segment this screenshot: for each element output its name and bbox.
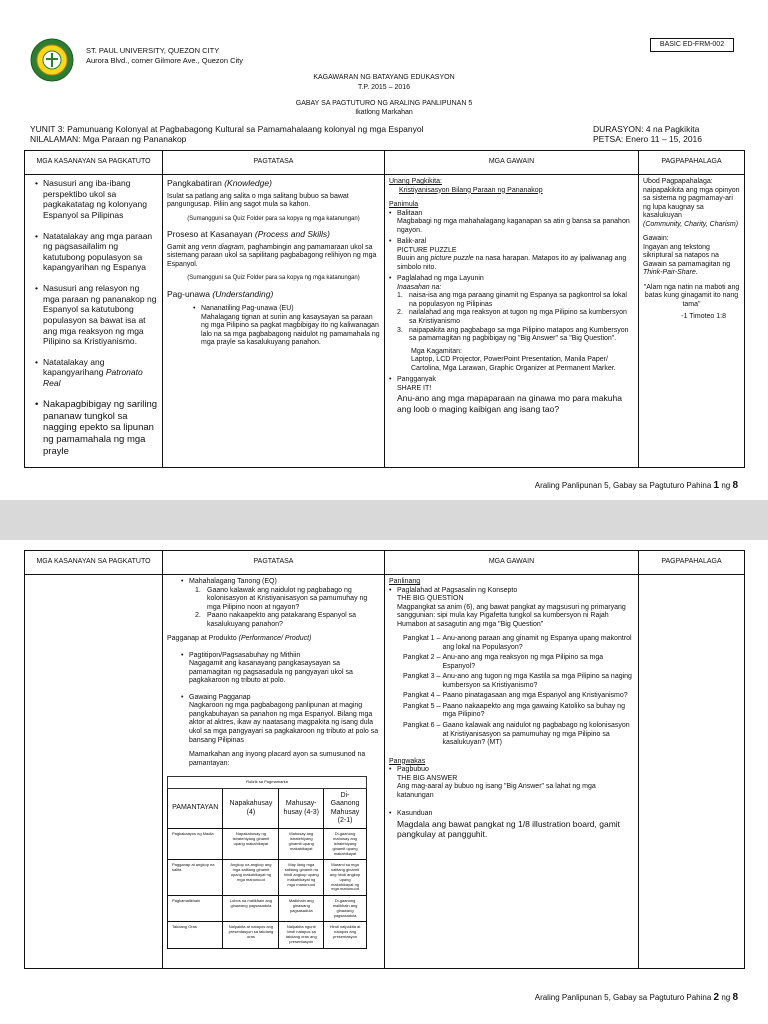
puzzle-text-italic: picture puzzle: [430, 255, 474, 263]
process-text: [167, 244, 380, 270]
footer-total-pages: 8: [732, 992, 738, 1003]
rubric-cell: Di-gaanong malikhain ang ginawang pagsasadula: [324, 896, 367, 922]
eq-title: • Mahahalagang Tanong (EQ): [189, 578, 277, 585]
knowledge-text: Isulat sa patlang ang salita o mga salitang bubuo sa bawat pangungusap. Piliin ang sagot mula sa kahon.: [167, 192, 349, 209]
understanding-label: Pag-unawa: [167, 288, 213, 299]
knowledge-label: Pangkabatiran: [167, 178, 225, 188]
process-text-b: , paghambingin ang pamamaraan ukol sa sistemang paraan ukol sa sapilitang pagbabagong relihiyon ng mga Espanyol.: [167, 243, 377, 268]
rubric-cell: Napakahusay ng istratehiyang ginamit upang makahikayat: [223, 829, 279, 860]
eu-title: • Nananatiling Pag-unawa (EU): [201, 305, 294, 313]
understanding-en: (Understanding): [212, 288, 274, 299]
objective-text: naisa-isa ang mga paraang ginamit ng Espanya sa pagkontrol sa lokal na populasyon ng Pilipinas: [409, 292, 627, 308]
balitaan-title: • Balitaan: [397, 209, 423, 217]
page-separator: [0, 500, 768, 540]
kasunduan-text: Magdala ang bawat pangkat ng 1/8 illustration board, gamit pangkulay at pangguhit.: [397, 818, 621, 840]
group-question: Anu-ano ang tugon ng mga Kastila sa mga Pilipino sa naging kumbersyon sa Kristiyanismo?: [442, 673, 632, 689]
group-label: Pangkat 6: [403, 721, 435, 729]
understanding-heading: [167, 289, 380, 300]
rubric-row: [168, 860, 367, 896]
puzzle-title: PICTURE PUZZLE: [397, 246, 457, 254]
rubric-row: [168, 829, 367, 860]
activity-item: [389, 766, 634, 800]
knowledge-en: (Knowledge): [224, 178, 272, 188]
group-item: Pangkat 2 – Anu-ano ang mga reaksyon ng mga Pilipino sa mga Espanyol?: [403, 654, 634, 671]
knowledge-heading: [167, 178, 380, 189]
performance-item: [181, 694, 380, 768]
school-year: T.P. 2015 – 2016: [357, 84, 411, 91]
schedule-info: [593, 124, 702, 144]
objectives-intro: Inaasahan na:: [397, 283, 442, 291]
activity-item: [389, 810, 634, 840]
rubric-cell: Pagkakaayos ng Madla: [168, 829, 223, 860]
eu-text: Mahalagang tignan at suriin ang kasaysayan sa paraan ng mga Pilipino sa pagkat magbibigay ito ng kaliwanagan lalo na sa mga pagbabagong naidulot ng pamamahala ng mga prayle sa kasalukuyang panahon.: [201, 313, 380, 347]
eq-item: [181, 578, 380, 629]
group-label: Pangkat 3: [403, 673, 435, 681]
footer-total-pages: 8: [732, 480, 738, 491]
gawaing-title: • Gawaing Pagganap: [189, 693, 251, 701]
gawaing-text: Nagkaroon ng mga pagbabagong panlipunan at maging pangkabuhayan sa panahon ng mga Espanyol. Bilang mga aktor at aktres, ikaw ay naatasang magpakita ng isang dula ukol sa mga pangyayari sa pagkakaroon ng tributo at polo sa bansang Pilipinas: [189, 702, 379, 744]
eq-text: Paano nakaapekto ang patakarang Espanyol sa kasalukuyang panahon?: [207, 612, 357, 628]
objectives-title: • Paglalahad ng mga Layunin: [397, 275, 484, 283]
col-header-skills: MGA KASANAYAN SA PAGKATUTO: [25, 151, 163, 175]
skill-item: • Nasusuri ang relasyon ng mga paraan ng pananakop ng Espanyol sa katutubong populasyon sa bawat isa at ang mga reaksyon ng mga Pilipino sa Kristiyanismo.: [35, 283, 158, 347]
skills-cell: [25, 175, 163, 468]
rubric-row: [168, 922, 367, 948]
university-address: Aurora Blvd., corner Gilmore Ave., Quezon City: [86, 55, 244, 65]
eu-item: [193, 305, 380, 348]
group-label: Pangkat 4: [403, 692, 435, 700]
rubric-cell: Takdang Oras: [168, 922, 223, 948]
rubric-cell: Mahusay ang istratehiyang ginamit upang makahikayat: [279, 829, 324, 860]
process-label: Proseso at Kasanayan: [167, 229, 255, 239]
col-header-skills: MGA KASANAYAN SA PAGKATUTO: [25, 551, 163, 575]
objective-text: nailalahad ang mga reaksyon at tugon ng mga Pilipino sa kumbersyon sa Kristiyanismo: [409, 309, 627, 325]
eq-text: Gaano kalawak ang naidulot ng pagbabago ng kolonisasyon at Kristiyanisasyon sa pamumuhay ng mga Pilipino noon at ngayon?: [207, 586, 368, 611]
scripture-quote: "Alam nga natin na maboti ang batas kung ginagamit ito nang tama": [643, 283, 740, 308]
group-label: Pangkat 1: [403, 635, 435, 643]
share-text: Anu-ano ang mga mapaparaan na ginawa mo para makuha ang loob o maging kaibigan ang isang tao?: [397, 393, 622, 414]
group-label: Pangkat 5: [403, 702, 435, 710]
scripture-verse: -1 Timoteo 1:8: [681, 313, 726, 321]
rubric-row: [168, 896, 367, 922]
pagsubaybay-title: • Pagtitipon/Pagsasabuhay ng Mithiin: [189, 651, 301, 659]
gawain-text: [643, 244, 740, 278]
col-header-values: PAGPAPAHALAGA: [639, 151, 745, 175]
rubric-cell: Marami sa mga salitang ginamit ang hindi angkop upang makahikayat ng mga manunuod: [324, 860, 367, 896]
process-heading: [167, 229, 380, 240]
skill-item: [35, 357, 158, 389]
group-question: Gaano kalawak ang naidulot ng pagbabago ng kolonisasyon at Kristiyanisasyon sa pamumuhay ng mga Pilipino sa kasalukuyan? (MT): [442, 721, 630, 747]
objective-item: 2. nailalahad ang mga reaksyon at tugon ng mga Pilipino sa kumbersyon sa Kristiyanismo: [397, 309, 627, 325]
university-name: ST. PAUL UNIVERSITY, QUEZON CITY: [86, 46, 220, 55]
skill-text: Natatalakay ang kapangyarihang: [43, 356, 106, 378]
rubric-cell: Pagkamalikhain: [168, 896, 223, 922]
rubric-header: Napakahusay (4): [223, 788, 279, 829]
group-item: Pangkat 1 – Anu-anong paraan ang ginamit ng Espanya upang makontrol ang lokal na Populasyon?: [403, 635, 634, 652]
activity-item: [389, 376, 634, 414]
form-code: BASIC ED-FRM-002: [650, 38, 734, 52]
values-cell: [639, 175, 745, 468]
share-title: SHARE IT!: [397, 384, 432, 392]
skill-item: • Nakapagbibigay ng sariling pananaw tungkol sa nagging epekto sa lipunan ng pamamahala ng mga prayle: [35, 399, 158, 458]
activity-item: [389, 210, 634, 236]
rubric-cell: Hindi naipakita at natapos ang presentasyon: [324, 922, 367, 948]
gawain-text-italic: Think-Pair-Share: [643, 269, 696, 277]
values-cell: [639, 575, 745, 969]
objective-item: 3. naipapakita ang pagbabago sa mga Pilipino matapos ang Kumbersyon sa pamamagitan ng pagbibigay ng "Big Answer" sa "Big Question".: [397, 326, 629, 343]
eq-question: 1. Gaano kalawak ang naidulot ng pagbabago ng kolonisasyon at Kristiyanisasyon sa pamumuhay ng mga Pilipino noon at ngayon?: [195, 586, 368, 611]
pagbubuo-title: • Pagbubuo: [397, 766, 429, 774]
performance-heading: [167, 635, 380, 644]
group-item: Pangkat 5 – Paano nakaapekto ang mga gawaing Katoliko sa buhay ng mga Pilipino?: [403, 703, 634, 720]
gawain-text-a: Ingayan ang tekstong sikriptural sa natapos na Gawain sa pamamagitan ng: [643, 243, 731, 268]
skill-item: • Natatalakay ang mga paraan ng pagsasailalim ng katutubong populasyon sa kapangyarihan ng Espanya: [35, 231, 158, 274]
activity-item: [389, 238, 634, 272]
materials-block: [397, 348, 634, 374]
puzzle-text: [397, 255, 634, 272]
col-header-activities: MGA GAWAIN: [385, 551, 639, 575]
group-question: Anu-anong paraan ang ginamit ng Espanya upang makontrol ang lokal na Populasyon?: [442, 635, 632, 651]
page-footer: [535, 480, 738, 492]
balik-aral-title: • Balik-aral: [397, 238, 427, 246]
rubric-table: [167, 776, 367, 949]
footer-of: ng: [719, 993, 733, 1002]
footer-page-number: 2: [713, 992, 720, 1003]
footer-page-number: 1: [713, 480, 720, 491]
rubric-caption: Rubrik sa Pagmamarka: [168, 777, 367, 789]
pangganyak-title: • Pangganyak: [397, 376, 436, 384]
col-header-values: PAGPAPAHALAGA: [639, 551, 745, 575]
performance-item: [181, 652, 380, 686]
page-2: [0, 540, 768, 1024]
group-item: Pangkat 3 – Anu-ano ang tugon ng mga Kastila sa mga Pilipino sa naging kumbersyon sa Kristiyanismo?: [403, 673, 634, 690]
big-question-title: THE BIG QUESTION: [397, 595, 464, 603]
pagsubaybay-text: Nagagamit ang kasanayang pangkasaysayan sa pamamagitan ng pagsasadula ng pangyayari ukol sa pagkakaroon ng tributo at polo.: [189, 660, 353, 685]
activities-cell: [385, 575, 639, 969]
quiz-reference: (Sumangguni sa Quiz Folder para sa kopya ng mga katanungan): [187, 275, 360, 282]
big-answer-title: THE BIG ANSWER: [397, 774, 458, 782]
balitaan-text: Magbabagi ng mga mahahalagang kaganapan sa atin g bansa sa panahon ngayon.: [397, 218, 630, 234]
rubric-cell: Malikhain ang ginawang pagsasadula: [279, 896, 324, 922]
paglalahad-title: • Paglalahad at Pagsasalin ng Konsepto: [397, 586, 518, 594]
lesson-table-page-1: [24, 150, 745, 468]
group-item: Pangkat 6 – Gaano kalawak ang naidulot ng pagbabago ng kolonisasyon at Kristiyanisasyon sa pamumuhay ng mga Pilipino sa kasalukuyan? (MT): [403, 722, 634, 748]
activities-cell: [385, 175, 639, 468]
core-value-italic: (Community, Charity, Charism): [643, 220, 739, 228]
quiz-reference: (Sumangguni sa Quiz Folder para sa kopya ng mga katanungan): [187, 215, 360, 222]
activity-item: [389, 587, 634, 630]
rubric-cell: May ilang mga salitang ginamit na hindi angkop upang makahikayat ng mga manunuod: [279, 860, 324, 896]
kasunduan-title: • Kasunduan: [397, 810, 433, 818]
activity-item: [389, 275, 634, 373]
content-title: NILALAMAN: Mga Paraan ng Pananakop: [30, 134, 187, 145]
assessment-cell: [163, 575, 385, 969]
materials-label: Mga Kagamitan:: [411, 347, 462, 355]
lesson-table-page-2: [24, 550, 745, 969]
objective-item: 1. naisa-isa ang mga paraang ginamit ng Espanya sa pagkontrol sa lokal na populasyon ng Pilipinas: [397, 292, 627, 308]
group-question: Anu-ano ang mga reaksyon ng mga Pilipino sa mga Espanyol?: [442, 654, 604, 670]
rubric-cell: Pagganap at angkop na salita: [168, 860, 223, 896]
panlinang-label: Panlinang: [389, 578, 421, 585]
process-text-a: Gamit ang: [167, 243, 202, 251]
assessment-cell: [163, 175, 385, 468]
col-header-activities: MGA GAWAIN: [385, 151, 639, 175]
rubric-cell: Di-gaanong mahusay ang istratehiyang ginamit upang makahikayat: [324, 829, 367, 860]
unit-info: [30, 124, 423, 144]
quarter-label: Ikatlong Markahan: [355, 109, 413, 116]
first-meeting-label: Unang Pagkikita:: [389, 178, 442, 185]
first-meeting-title: Kristiyanisasyon Bilang Paraan ng Pananakop: [399, 186, 543, 194]
skill-italic: Patronato Real: [43, 367, 143, 388]
group-question: Paano pinatagasaan ang mga Espanyol ang Kristiyanismo?: [442, 692, 628, 700]
group-label: Pangkat 2: [403, 654, 435, 662]
col-header-assessment: PAGTATASA: [163, 551, 385, 575]
objective-text: naipapakita ang pagbabago sa mga Pilipino matapos ang Kumbersyon sa pamamagitan ng pagbibigay ng "Big Answer" sa "Big Question".: [409, 326, 629, 343]
pangwakas-label: Pangwakas: [389, 757, 426, 765]
panimula-label: Panimula: [389, 201, 419, 209]
materials-text: Laptop, LCD Projector, PowerPoint Presentation, Manila Paper/ Cartolina, Mga Larawan, Graphic Organizer at Permanent Marker.: [411, 356, 616, 372]
unit-title: YUNIT 3: Pamunuang Kolonyal at Pagbabagong Kultural sa Pamamahalaang kolonyal ng mga Espanyol: [30, 124, 424, 134]
placard-text: Mamarkahan ang inyong placard ayon sa sumusunod na pamantayan:: [189, 751, 366, 767]
footer-of: ng: [719, 481, 733, 490]
eq-question: 2. Paano nakaapekto ang patakarang Espanyol sa kasalukuyang panahon?: [195, 612, 357, 628]
page-1: [0, 0, 768, 500]
process-en: (Process and Skills): [254, 229, 330, 239]
puzzle-text-a: Buuin ang: [397, 255, 431, 263]
group-item: Pangkat 4 – Paano pinatagasaan ang mga Espanyol ang Kristiyanismo?: [403, 692, 628, 700]
puzzle-text-b: na nasa harapan. Matapos ito ay ipaliwanag ang simbolo nito.: [397, 255, 627, 271]
skills-cell: [25, 575, 163, 969]
group-question: Paano nakaapekto ang mga gawaing Katoliko sa buhay ng mga Pilipino?: [442, 702, 625, 719]
skill-item: • Nasusuri ang iba-ibang perspektibo ukol sa pagkakatatag ng kolonyang Espanyol sa Pilipinas: [35, 178, 158, 221]
rubric-cell: Naipakita ngunit hindi natapos sa takdang oras ang presentasyon: [279, 922, 324, 948]
performance-label: Pagganap at Produkto: [167, 635, 239, 643]
guide-title: GABAY SA PAGTUTURO NG ARALING PANLIPUNAN 5: [295, 100, 473, 107]
rubric-header: Di-Gaanong Mahusay (2-1): [324, 788, 367, 829]
big-answer-text: Ang mag-aaral ay bubuo ng isang "Big Answer" sa lahat ng mga katanungan: [397, 783, 596, 799]
rubric-cell: Angkop na angkop ang mga salitang ginamit upang makahikayat ng mga manunuod: [223, 860, 279, 896]
footer-text: Araling Panlipunan 5, Gabay sa Pagtuturo Pahina: [534, 993, 714, 1002]
rubric-cell: Lubos na malikhain ang ginawang pagsasadula: [223, 896, 279, 922]
gawain-text-b: .: [695, 269, 698, 277]
big-question-text: Magpangkat sa anim (6), ang bawat pangkat ay magsusuri ng primaryang sanggunian: sipi mula kay Pigafetta tungkol sa kumbersyon ni Rajah Humabon at sasagutin ang mga "Big Question": [397, 603, 626, 628]
university-info: [86, 46, 243, 66]
department-title: KAGAWARAN NG BATAYANG EDUKASYON: [313, 74, 455, 81]
process-text-italic: venn diagram: [201, 243, 244, 251]
date: PETSA: Enero 11 – 15, 2016: [593, 134, 702, 145]
rubric-header: PAMANTAYAN: [168, 788, 223, 829]
footer-text: Araling Panlipunan 5, Gabay sa Pagtuturo Pahina: [534, 481, 714, 490]
core-value-text: Ubod Pagpapahalaga: naipapakikita ang mga opinyon sa sistema ng pagmamay-ari ng lupa kaugnay sa kasalukuyan: [643, 178, 740, 220]
rubric-header: Mahusay-husay (4-3): [279, 788, 324, 829]
duration: DURASYON: 4 na Pagkikita: [593, 124, 700, 134]
group-list: [403, 635, 634, 747]
page-footer: [535, 992, 738, 1004]
gawain-label: Gawain:: [643, 235, 669, 243]
rubric-cell: Naipakita at natapos ang presentasyon sa takdang oras: [223, 922, 279, 948]
col-header-assessment: PAGTATASA: [163, 151, 385, 175]
performance-en: (Performance/ Product): [238, 635, 312, 643]
